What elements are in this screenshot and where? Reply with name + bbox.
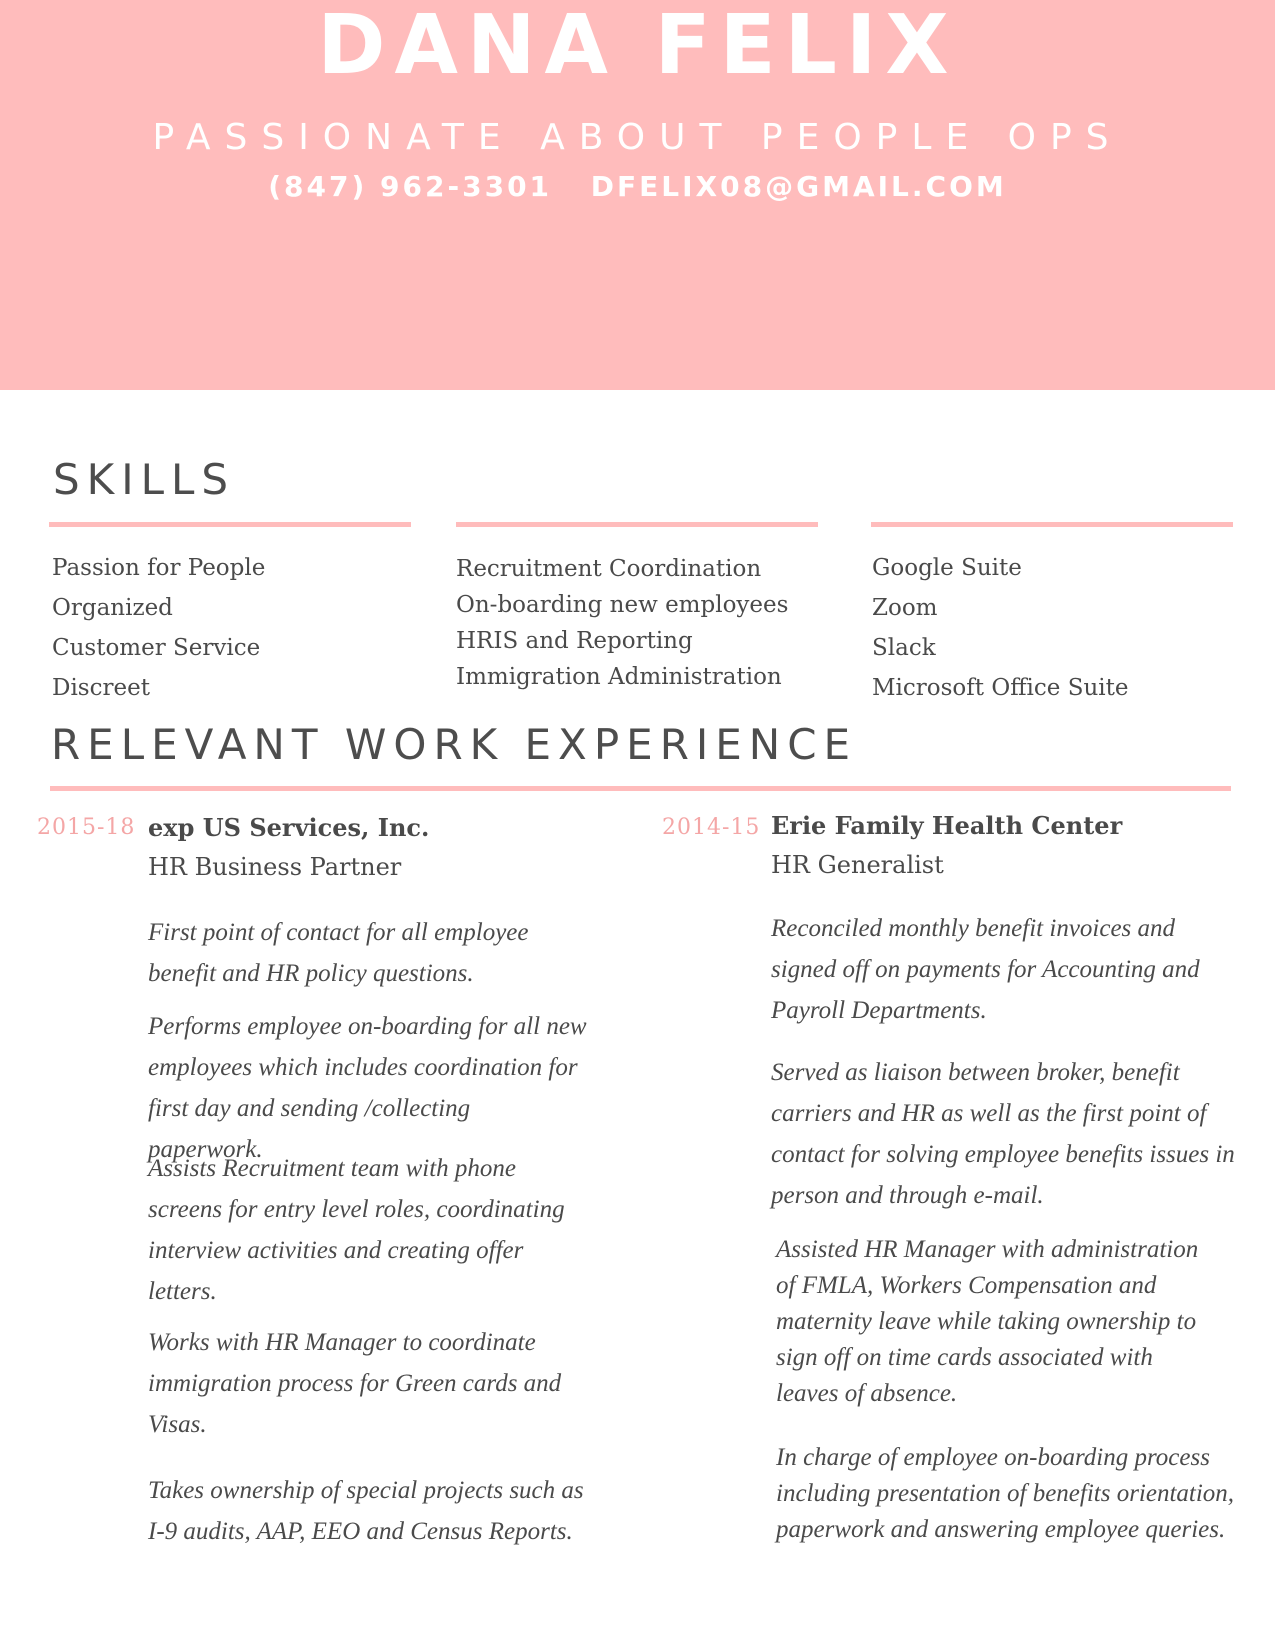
skill-item: Customer Service	[52, 635, 261, 661]
skill-item: Slack	[872, 635, 936, 661]
experience-rule	[50, 786, 1231, 791]
job-years: 2015-18	[37, 815, 136, 840]
job-bullet: Performs employee on-boarding for all new employees which includes coordination for first day and sending /collecting paperwork.	[148, 1013, 587, 1163]
email-address: DFELIX08@GMAIL.COM	[590, 170, 1007, 203]
skill-item: Organized	[52, 595, 173, 621]
skills-rule-1	[49, 522, 411, 527]
header-banner	[0, 0, 1275, 390]
job-bullet: First point of contact for all employee benefit and HR policy questions.	[148, 919, 529, 987]
experience-heading: RELEVANT WORK EXPERIENCE	[51, 720, 858, 769]
skills-column-3	[872, 548, 1128, 708]
job-company: Erie Family Health Center	[771, 811, 1123, 840]
job-company: exp US Services, Inc.	[148, 813, 430, 842]
skill-item: Microsoft Office Suite	[872, 675, 1129, 701]
job-bullet: In charge of employee on-boarding process including presentation of benefits orientation, paperwork and answering employee queries.	[776, 1444, 1235, 1543]
skills-heading: SKILLS	[53, 455, 236, 504]
job-bullet: Served as liaison between broker, benefit carriers and HR as well as the first point of contact for solving employee benefits issues in person and through e-mail.	[771, 1059, 1235, 1209]
skill-item: Discreet	[52, 675, 150, 701]
skill-item: Zoom	[872, 595, 938, 621]
phone-number: (847) 962-3301	[268, 170, 553, 203]
contact-line	[0, 168, 1275, 206]
job-bullet: Works with HR Manager to coordinate immigration process for Green cards and Visas.	[148, 1329, 562, 1438]
skill-item: Recruitment Coordination	[456, 556, 762, 582]
skills-rule-3	[871, 522, 1233, 527]
job-bullet: Takes ownership of special projects such as I-9 audits, AAP, EEO and Census Reports.	[148, 1477, 584, 1545]
skill-item: On-boarding new employees	[456, 592, 789, 618]
tagline: PASSIONATE ABOUT PEOPLE OPS	[152, 117, 1123, 158]
skill-item: Google Suite	[872, 555, 1022, 581]
skills-column-1	[52, 548, 265, 708]
skill-item: HRIS and Reporting	[456, 628, 693, 654]
job-bullet: Reconciled monthly benefit invoices and signed off on payments for Accounting and Payroll Departments.	[771, 915, 1200, 1024]
job-role: HR Business Partner	[148, 853, 402, 881]
candidate-name: DANA FELIX	[317, 0, 958, 93]
skill-item: Passion for People	[52, 555, 266, 581]
skills-column-2	[456, 551, 788, 695]
job-bullet: Assists Recruitment team with phone screens for entry level roles, coordinating interview activities and creating offer letters.	[148, 1155, 565, 1305]
skills-rule-2	[456, 522, 818, 527]
job-bullet: Assisted HR Manager with administration of FMLA, Workers Compensation and maternity leave while taking ownership to sign off on time cards associated with leaves of absence.	[776, 1236, 1199, 1407]
skill-item: Immigration Administration	[456, 664, 782, 690]
job-role: HR Generalist	[771, 851, 944, 879]
job-years: 2014-15	[662, 815, 761, 840]
